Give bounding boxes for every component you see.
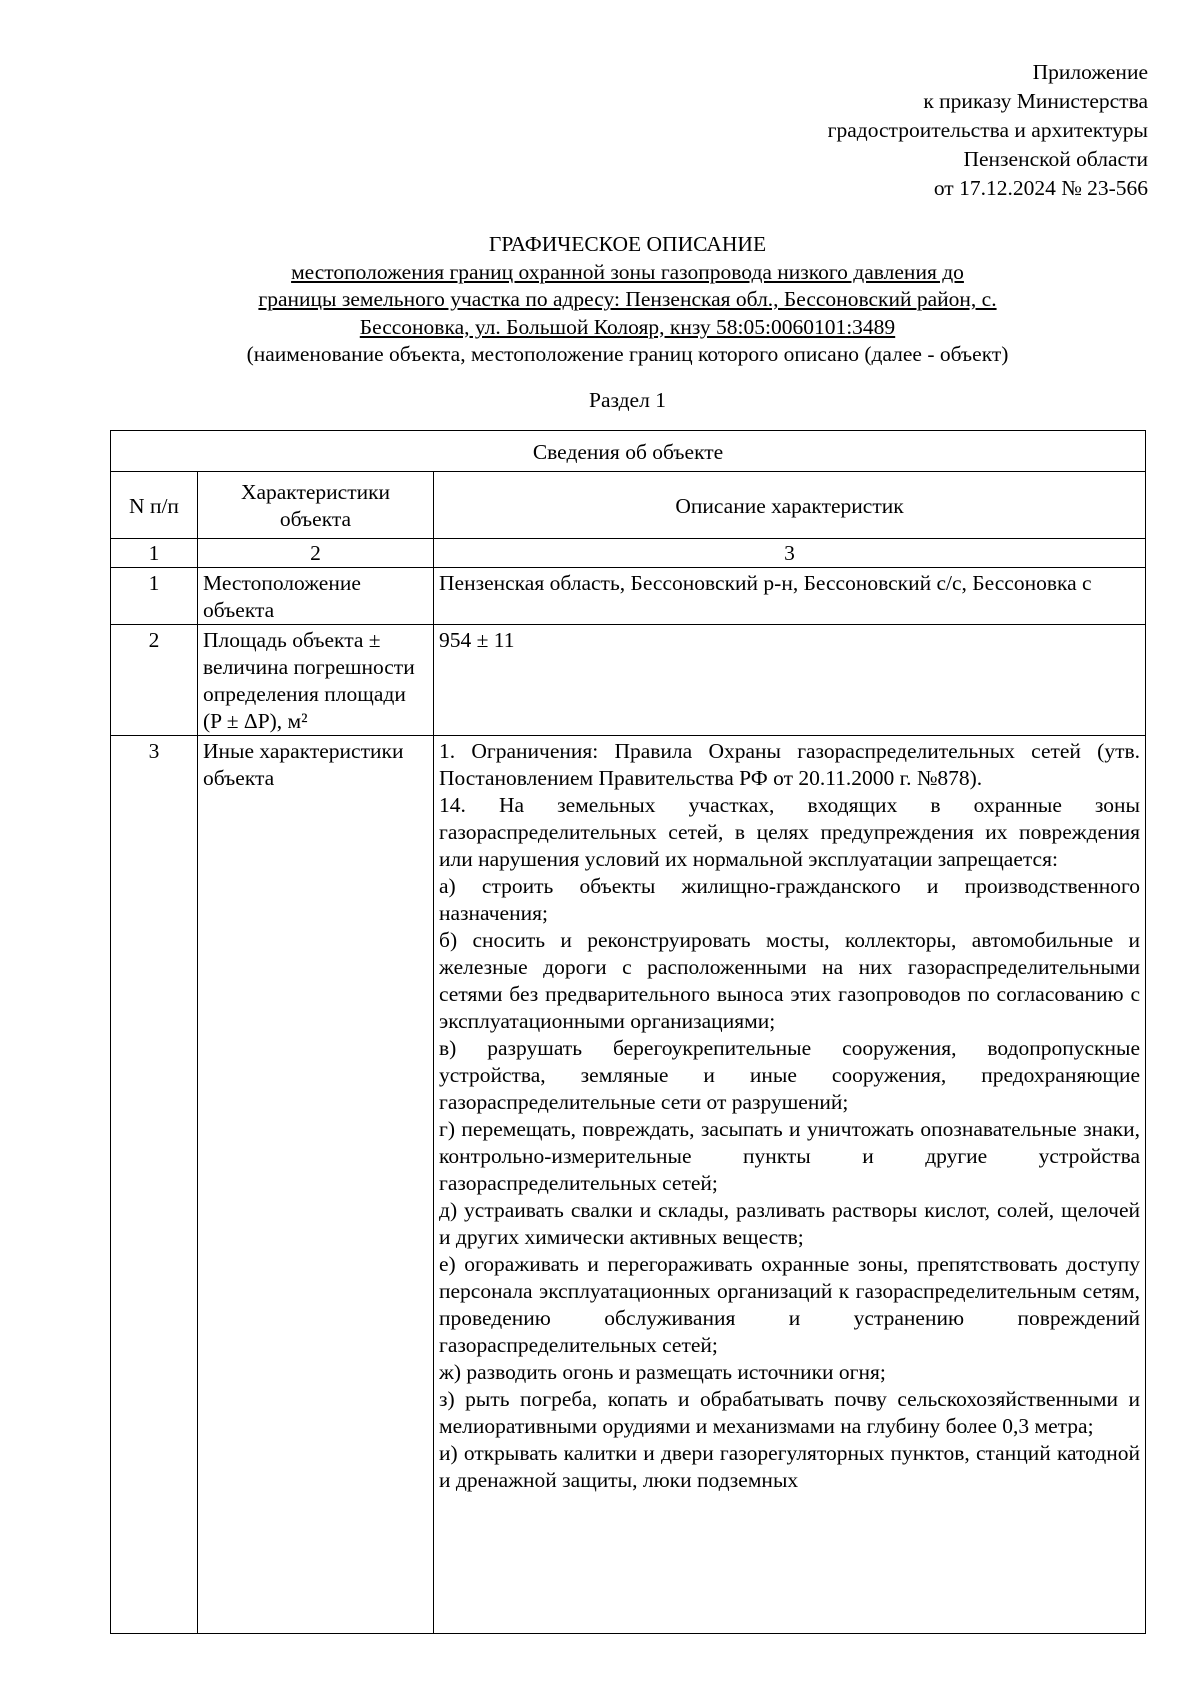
- table-row: [111, 625, 1146, 736]
- object-name-line: Бессоновка, ул. Большой Колояр, кнзу 58:05:0060101:3489: [359, 314, 896, 339]
- table-row: [111, 736, 1146, 1634]
- row-description: Пензенская область, Бессоновский р-н, Бессоновский с/с, Бессоновка с: [434, 568, 1146, 625]
- restriction-paragraph: з) рыть погреба, копать и обрабатывать почву сельскохозяйственными и мелиоративными орудиями и механизмами на глубину более 0,3 метра;: [439, 1387, 1140, 1438]
- restriction-paragraph: е) огораживать и перегораживать охранные зоны, препятствовать доступу персонала эксплуатационных организаций к газораспределительным сетям, проведению обслуживания и устранению повреждений газораспределительных сетей;: [439, 1252, 1140, 1357]
- row-characteristic: Площадь объекта ± величина погрешности определения площади (P ± ΔP), м²: [198, 625, 434, 736]
- title-block: [110, 231, 1145, 369]
- restriction-paragraph: б) сносить и реконструировать мосты, коллекторы, автомобильные и железные дороги с расположенными на них газораспределительными сетями без предварительного выноса этих газопроводов по согласованию с эксплуатационными организациями;: [439, 928, 1140, 1033]
- restrictions-text: [439, 738, 1140, 1633]
- appendix-line: градостроительства и архитектуры: [827, 118, 1148, 142]
- column-number: 2: [198, 539, 434, 568]
- row-characteristic: Местоположение объекта: [198, 568, 434, 625]
- document-heading: ГРАФИЧЕСКОЕ ОПИСАНИЕ: [488, 232, 767, 256]
- appendix-line: Пензенской области: [963, 147, 1148, 171]
- restriction-paragraph: 14. На земельных участках, входящих в охранные зоны газораспределительных сетей, в целях предупреждения их повреждения или нарушения условий их нормальной эксплуатации запрещается:: [439, 793, 1140, 871]
- appendix-line: Приложение: [1032, 60, 1148, 84]
- object-info-table: [110, 430, 1146, 1634]
- restriction-paragraph: в) разрушать берегоукрепительные сооружения, водопропускные устройства, земляные и иные сооружения, предохраняющие газораспределительные сети от разрушений;: [439, 1036, 1140, 1114]
- object-name-line: границы земельного участка по адресу: Пензенская обл., Бессоновский район, с.: [258, 287, 997, 311]
- appendix-block: [548, 58, 1148, 203]
- restriction-paragraph: а) строить объекты жилищно-гражданского и производственного назначения;: [439, 874, 1140, 925]
- restriction-paragraph: ж) разводить огонь и размещать источники огня;: [439, 1360, 886, 1384]
- appendix-line: к приказу Министерства: [923, 89, 1148, 113]
- row-number: 2: [111, 625, 198, 736]
- restriction-paragraph: 1. Ограничения: Правила Охраны газораспределительных сетей (утв. Постановлением Правительства РФ от 20.11.2000 г. №878).: [439, 739, 1140, 790]
- row-description: [434, 736, 1146, 1634]
- object-name-note: (наименование объекта, местоположение границ которого описано (далее - объект): [246, 342, 1009, 366]
- row-description: 954 ± 11: [434, 625, 1146, 736]
- section-label: Раздел 1: [589, 388, 666, 412]
- row-number: 1: [111, 568, 198, 625]
- restriction-paragraph: и) открывать калитки и двери газорегуляторных пунктов, станций катодной и дренажной защиты, люки подземных: [439, 1441, 1140, 1492]
- column-number: 1: [111, 539, 198, 568]
- header-characteristic: Характеристики объекта: [198, 472, 434, 539]
- column-numbers-row: [111, 539, 1146, 568]
- object-name-line: местоположения границ охранной зоны газопровода низкого давления до: [291, 259, 964, 284]
- table-row: [111, 568, 1146, 625]
- header-description: Описание характеристик: [434, 472, 1146, 539]
- row-characteristic: Иные характеристики объекта: [198, 736, 434, 1634]
- appendix-order-date: от 17.12.2024 № 23-566: [933, 176, 1148, 200]
- table-caption-row: [111, 431, 1146, 472]
- restriction-paragraph: д) устраивать свалки и склады, разливать растворы кислот, солей, щелочей и других химически активных веществ;: [439, 1198, 1140, 1249]
- column-number: 3: [434, 539, 1146, 568]
- restriction-paragraph: г) перемещать, повреждать, засыпать и уничтожать опознавательные знаки, контрольно-измерительные пункты и другие устройства газораспределительных сетей;: [439, 1117, 1140, 1195]
- table-header-row: [111, 472, 1146, 539]
- header-number: N п/п: [111, 472, 198, 539]
- row-number: 3: [111, 736, 198, 1634]
- table-caption: Сведения об объекте: [111, 431, 1146, 472]
